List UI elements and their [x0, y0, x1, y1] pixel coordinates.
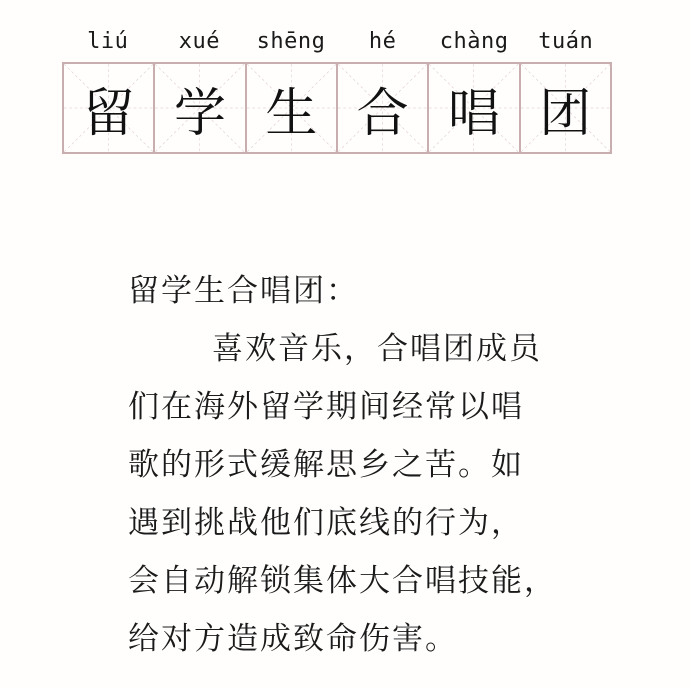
pinyin-label: tuán	[538, 29, 594, 54]
grid-character: 留	[82, 83, 135, 144]
definition-line: 们在海外留学期间经常以唱	[128, 389, 524, 425]
definition-line: 给对方造成致命伤害。	[128, 621, 458, 657]
grid-cell	[155, 64, 246, 152]
pinyin-label: liú	[87, 29, 129, 54]
definition-line: 喜欢音乐，合唱团成员	[212, 331, 542, 367]
grid-cell	[247, 64, 338, 152]
definition-line: 歌的形式缓解思乡之苦。如	[128, 447, 524, 483]
grid-cell	[64, 64, 155, 152]
grid-cell	[429, 64, 520, 152]
definition-body	[128, 262, 598, 668]
grid-cell	[521, 64, 612, 152]
definition-term: 留学生合唱团：	[128, 273, 359, 309]
definition-line: 会自动解锁集体大合唱技能，	[128, 563, 557, 599]
grid-character: 唱	[447, 83, 500, 144]
pinyin-character-grid	[62, 28, 612, 154]
pinyin-label: hé	[368, 29, 397, 54]
grid-character: 生	[265, 83, 318, 144]
pinyin-label: chàng	[439, 29, 509, 54]
grid-character: 合	[356, 83, 409, 144]
grid-character: 团	[539, 83, 592, 144]
grid-cell	[338, 64, 429, 152]
definition-line: 遇到挑战他们底线的行为，	[128, 505, 524, 541]
character-grid-row	[62, 62, 612, 154]
pinyin-label: xué	[178, 29, 221, 54]
pinyin-row	[62, 28, 612, 62]
grid-character: 学	[173, 83, 226, 144]
pinyin-label: shēng	[256, 29, 326, 54]
